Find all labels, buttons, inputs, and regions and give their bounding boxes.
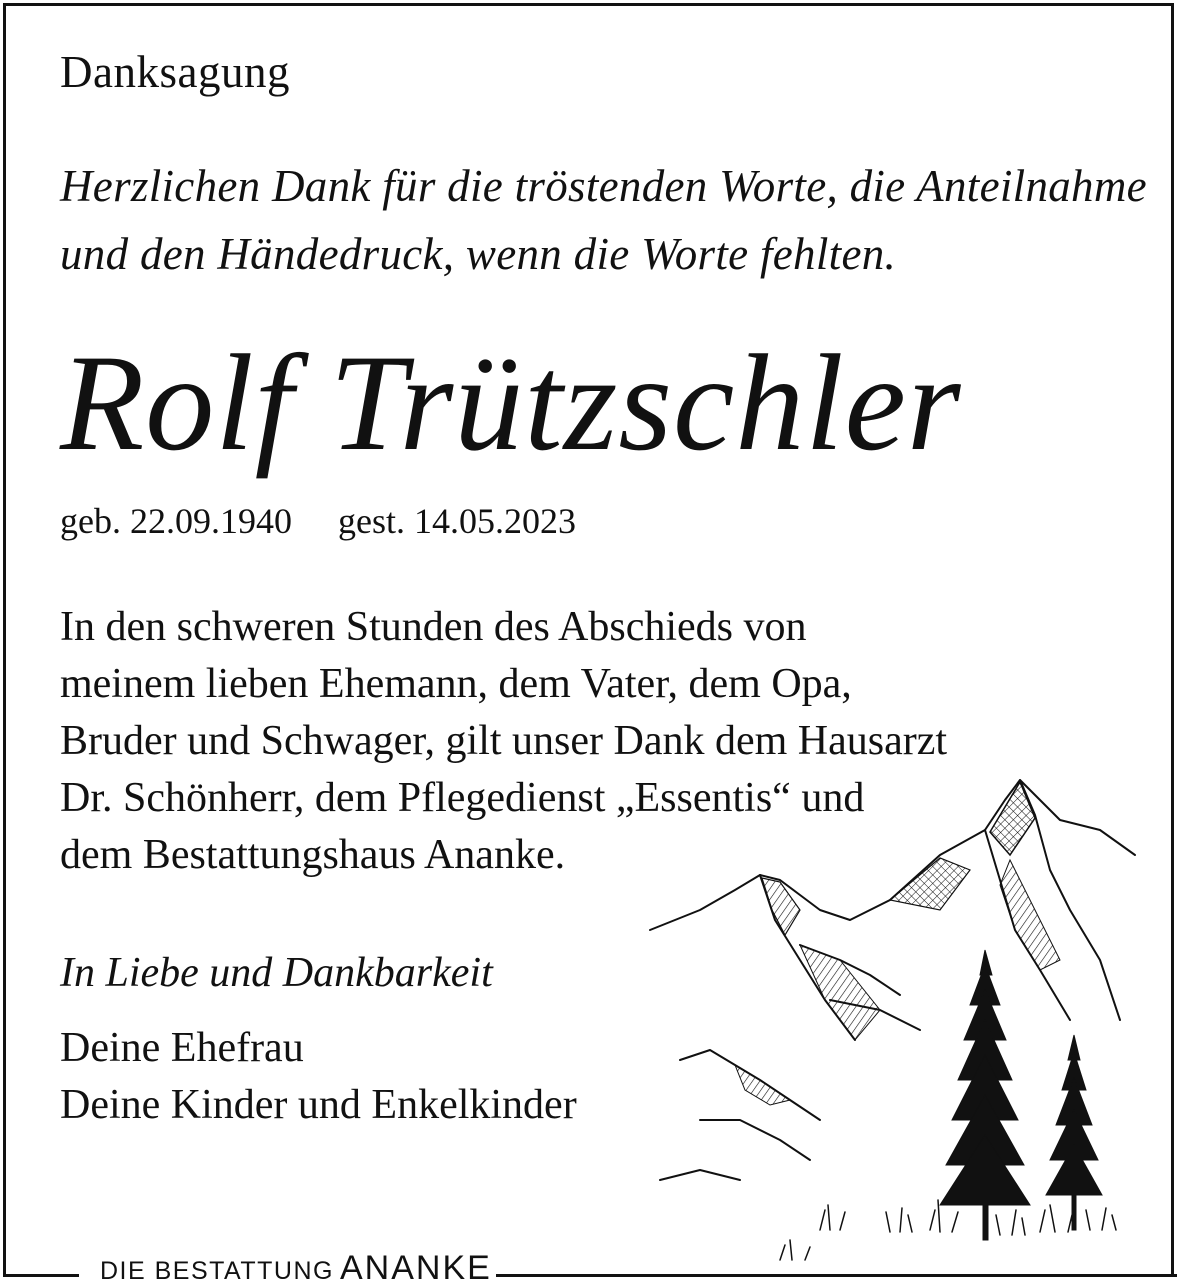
intro-line-2: und den Händedruck, wenn die Worte fehlten. [60, 229, 897, 279]
frame-bottom-left [3, 1274, 79, 1277]
notice-heading: Danksagung [60, 47, 290, 97]
logo-prefix: DIE BESTATTUNG [100, 1257, 334, 1285]
mountain-landscape-with-fir-trees-icon [640, 760, 1140, 1270]
death-date: gest. 14.05.2023 [337, 501, 576, 541]
body-line: meinem lieben Ehemann, dem Vater, dem Opa, [60, 661, 852, 707]
funeral-home-logo [96, 1249, 496, 1288]
intro-line-1: Herzlichen Dank für die tröstenden Worte, die Anteilnahme [60, 161, 1147, 211]
body-line: Bruder und Schwager, gilt unser Dank dem Hausarzt [60, 718, 948, 764]
body-line: Dr. Schönherr, dem Pflegedienst „Essentis“ und [60, 775, 865, 821]
frame-bottom-right [485, 1274, 1177, 1277]
body-line: In den schweren Stunden des Abschieds von [60, 604, 807, 650]
signer-line: Deine Kinder und Enkelkinder [60, 1082, 577, 1128]
closing-phrase: In Liebe und Dankbarkeit [60, 950, 493, 996]
body-line: dem Bestattungshaus Ananke. [60, 832, 566, 878]
logo-brand: ANANKE [339, 1249, 492, 1287]
birth-date: geb. 22.09.1940 [60, 501, 292, 541]
signer-line: Deine Ehefrau [60, 1025, 304, 1071]
signers [60, 1020, 577, 1134]
deceased-name: Rolf Trützschler [60, 326, 962, 479]
intro-text [60, 152, 1147, 288]
life-dates [60, 500, 576, 542]
